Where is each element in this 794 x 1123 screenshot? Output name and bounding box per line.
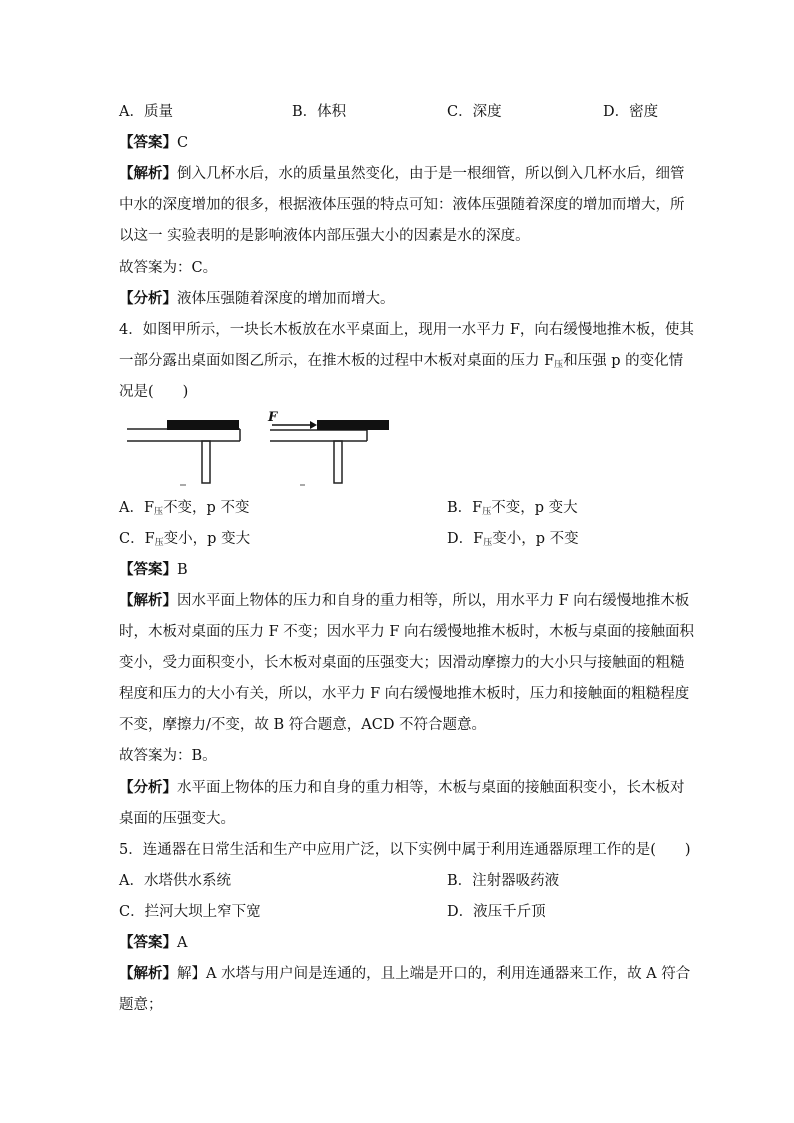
q3-option-a: A．质量 [119, 104, 173, 120]
analysis-text: 因水平面上物体的压力和自身的重力相等，所以，用水平力 F 向右缓慢地推木板 [177, 593, 690, 609]
opt-text: 变小，p 不变 [492, 531, 579, 547]
q3-option-c: C．深度 [447, 104, 502, 120]
answer-value: B [177, 562, 188, 578]
q4-option-a [119, 498, 249, 522]
opt-prefix: A．F [119, 500, 155, 516]
answer-value: C [177, 135, 189, 151]
force-label-f: F [268, 410, 278, 425]
q4-option-b [447, 498, 578, 522]
q3-option-b: B．体积 [292, 104, 347, 120]
q5-stem: 5．连通器在日常生活和生产中应用广泛，以下实例中属于利用连通器原理工作的是( ) [119, 842, 691, 858]
q3-analysis-line-1 [119, 164, 685, 184]
analysis-text: 解】A 水塔与用户间是连通的，且上端是开口的，利用连通器来工作，故 A 符合 [177, 966, 691, 982]
q3-fenxi [119, 289, 395, 309]
analysis-tag: 【解析】 [119, 965, 177, 982]
q4-analysis-line-1 [119, 591, 689, 611]
figure-yi [267, 410, 389, 485]
q4-analysis-line-2: 时，木板对桌面的压力 F 不变；因水平力 F 向右缓慢地推木板时，木板与桌面的接触面积 [119, 624, 695, 640]
answer-tag: 【答案】 [119, 561, 177, 578]
q3-conclusion: 故答案为：C。 [119, 260, 218, 276]
q3-answer [119, 133, 188, 153]
q4-conclusion: 故答案为：B。 [119, 748, 217, 764]
answer-tag: 【答案】 [119, 934, 177, 951]
q5-answer [119, 933, 187, 953]
q4-option-c [119, 529, 250, 553]
q4-analysis-line-4: 程度和压力的大小有关，所以，水平力 F 向右缓慢地推木板时，压力和接触面的粗糙程度 [119, 686, 690, 702]
q4-stem-line-3: 况是( ) [119, 384, 189, 400]
analysis-tag: 【解析】 [119, 165, 177, 182]
q4-stem-part: 和压强 p 的变化情 [563, 353, 684, 369]
q4-stem-line-1: 4．如图甲所示，一块长木板放在水平桌面上，现用一水平力 F，向右缓慢地推木板，使其 [119, 322, 694, 338]
opt-text: 变小，p 变大 [163, 531, 251, 547]
q3-option-d: D．密度 [603, 104, 659, 120]
analysis-tag: 【解析】 [119, 592, 177, 609]
q5-option-d: D．液压千斤顶 [447, 904, 546, 920]
q4-analysis-line-5: 不变，摩擦力/不变，故 B 符合题意，ACD 不符合题意。 [119, 717, 487, 733]
figure-jia [127, 420, 240, 485]
q4-fenxi-line-1 [119, 778, 685, 798]
fenxi-tag: 【分析】 [119, 779, 177, 796]
q3-analysis-line-2: 中水的深度增加的很多，根据液体压强的特点可知：液体压强随着深度的增加而增大，所 [119, 197, 685, 213]
q4-figure [122, 405, 392, 490]
opt-text: 不变，p 不变 [163, 500, 250, 516]
q4-stem-part: 一部分露出桌面如图乙所示，在推木板的过程中木板对桌面的压力 F [119, 353, 555, 369]
answer-tag: 【答案】 [119, 134, 177, 151]
subscript-ya: 压 [154, 507, 164, 517]
q3-analysis-line-3: 以这一 实验表明的是影响液体内部压强大小的因素是水的深度。 [119, 228, 530, 244]
subscript-ya: 压 [554, 360, 564, 370]
q5-option-c: C．拦河大坝上窄下宽 [119, 904, 261, 920]
q4-stem-line-2 [119, 351, 683, 375]
subscript-ya: 压 [154, 538, 164, 548]
opt-text: 不变，p 变大 [491, 500, 578, 516]
q5-analysis-line-2: 题意； [119, 997, 163, 1013]
q4-fenxi-line-2: 桌面的压强变大。 [119, 811, 235, 827]
opt-prefix: C．F [119, 531, 155, 547]
opt-prefix: B．F [447, 500, 483, 516]
subscript-ya: 压 [482, 507, 492, 517]
answer-value: A [177, 935, 188, 951]
q5-analysis-line-1 [119, 964, 690, 984]
opt-prefix: D．F [447, 531, 484, 547]
q5-option-a: A．水塔供水系统 [119, 873, 231, 889]
subscript-ya: 压 [483, 538, 493, 548]
fenxi-text: 水平面上物体的压力和自身的重力相等，木板与桌面的接触面积变小，长木板对 [177, 780, 685, 796]
q4-answer [119, 560, 188, 580]
fenxi-text: 液体压强随着深度的增加而增大。 [177, 291, 395, 307]
fenxi-tag: 【分析】 [119, 290, 177, 307]
q4-analysis-line-3: 变小，受力面积变小，长木板对桌面的压强变大；因滑动摩擦力的大小只与接触面的粗糙 [119, 655, 685, 671]
q4-option-d [447, 529, 579, 553]
analysis-text: 倒入几杯水后，水的质量虽然变化，由于是一根细管，所以倒入几杯水后，细管 [177, 166, 685, 182]
q5-option-b: B．注射器吸药液 [447, 873, 560, 889]
